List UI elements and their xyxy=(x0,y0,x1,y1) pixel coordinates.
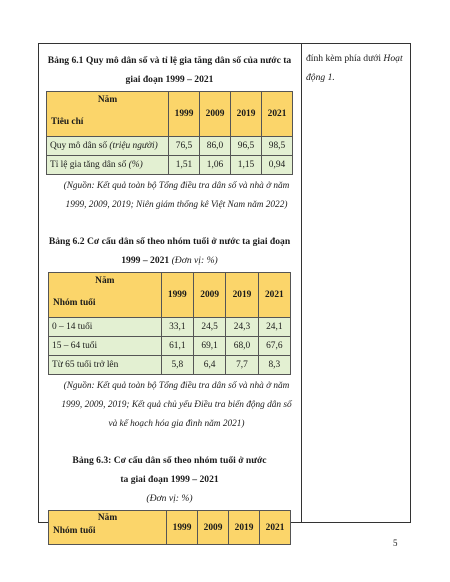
cell-value: 76,5 xyxy=(169,137,200,156)
year-header: 2019 xyxy=(226,273,258,318)
row-label: 15 – 64 tuổi xyxy=(49,337,162,356)
cell-value: 0,94 xyxy=(262,156,293,175)
table-6-2-title: Bảng 6.2 Cơ cấu dân số theo nhóm tuổi ở nước ta giai đoạn 1999 – 2021 (Đơn vị: %) xyxy=(48,236,291,266)
table-row xyxy=(49,318,291,337)
cell-value: 86,0 xyxy=(200,137,231,156)
column-divider xyxy=(301,43,302,523)
row-label: 0 – 14 tuổi xyxy=(49,318,162,337)
year-header: 2019 xyxy=(229,511,260,545)
year-header: 2019 xyxy=(231,92,262,137)
year-header: 1999 xyxy=(169,92,200,137)
table-6-2-unit: (Đơn vị: %) xyxy=(171,255,218,266)
header-year-label: Năm xyxy=(95,276,115,286)
header-criteria-label: Tiêu chí xyxy=(51,117,84,127)
header-age-group-label: Nhóm tuổi xyxy=(53,298,96,308)
table-row xyxy=(47,137,293,156)
year-header: 2021 xyxy=(262,92,293,137)
table-6-1-header-corner xyxy=(47,92,169,137)
year-header: 1999 xyxy=(167,511,198,545)
header-year-label: Năm xyxy=(97,513,118,523)
page-number: 5 xyxy=(393,538,398,548)
year-header: 2021 xyxy=(260,511,291,545)
table-row xyxy=(49,337,291,356)
cell-value: 1,06 xyxy=(200,156,231,175)
row-label: Quy mô dân số (triệu người) xyxy=(47,137,169,156)
table-6-2-source: (Nguồn: Kết quả toàn bộ Tổng điều tra dân số và nhà ở năm 1999, 2009, 2019; Kết quả chủ yếu Điều tra biến động dân số và kế hoạch hóa gia đình năm 2021) xyxy=(61,381,292,429)
header-year-label: Năm xyxy=(97,95,118,105)
year-header: 2009 xyxy=(200,92,231,137)
table-6-2 xyxy=(48,272,291,375)
header-age-group-label: Nhóm tuổi xyxy=(53,526,96,536)
table-row xyxy=(47,156,293,175)
table-6-3-unit: (Đơn vị: %) xyxy=(146,493,193,504)
cell-value: 61,1 xyxy=(161,337,193,356)
cell-value: 24,5 xyxy=(193,318,225,337)
year-header: 2009 xyxy=(198,511,229,545)
left-column xyxy=(42,48,297,545)
right-column-text: đính kèm phía dưới Hoạt động 1. xyxy=(306,53,403,83)
cell-value: 69,1 xyxy=(193,337,225,356)
table-6-1-source: (Nguồn: Kết quả toàn bộ Tổng điều tra dân số và nhà ở năm 1999, 2009, 2019; Niên giám thống kê Việt Nam năm 2022) xyxy=(63,181,290,210)
cell-value: 8,3 xyxy=(258,356,290,375)
year-header: 2009 xyxy=(193,273,225,318)
row-label: Từ 65 tuổi trở lên xyxy=(49,356,162,375)
table-row xyxy=(49,356,291,375)
cell-value: 96,5 xyxy=(231,137,262,156)
cell-value: 5,8 xyxy=(161,356,193,375)
table-6-3-header-corner xyxy=(49,511,167,545)
table-6-1 xyxy=(46,91,293,175)
table-6-3-title: Bảng 6.3: Cơ cấu dân số theo nhóm tuổi ở nước ta giai đoạn 1999 – 2021 xyxy=(72,455,267,485)
cell-value: 33,1 xyxy=(161,318,193,337)
cell-value: 67,6 xyxy=(258,337,290,356)
table-6-1-title: Bảng 6.1 Quy mô dân số và tỉ lệ gia tăng dân số của nước ta giai đoạn 1999 – 2021 xyxy=(47,55,292,85)
table-6-2-header-corner xyxy=(49,273,162,318)
cell-value: 68,0 xyxy=(226,337,258,356)
cell-value: 1,51 xyxy=(169,156,200,175)
cell-value: 24,1 xyxy=(258,318,290,337)
year-header: 2021 xyxy=(258,273,290,318)
table-6-3 xyxy=(48,510,291,545)
cell-value: 6,4 xyxy=(193,356,225,375)
year-header: 1999 xyxy=(161,273,193,318)
row-label: Tỉ lệ gia tăng dân số (%) xyxy=(47,156,169,175)
cell-value: 1,15 xyxy=(231,156,262,175)
cell-value: 7,7 xyxy=(226,356,258,375)
cell-value: 24,3 xyxy=(226,318,258,337)
cell-value: 98,5 xyxy=(262,137,293,156)
